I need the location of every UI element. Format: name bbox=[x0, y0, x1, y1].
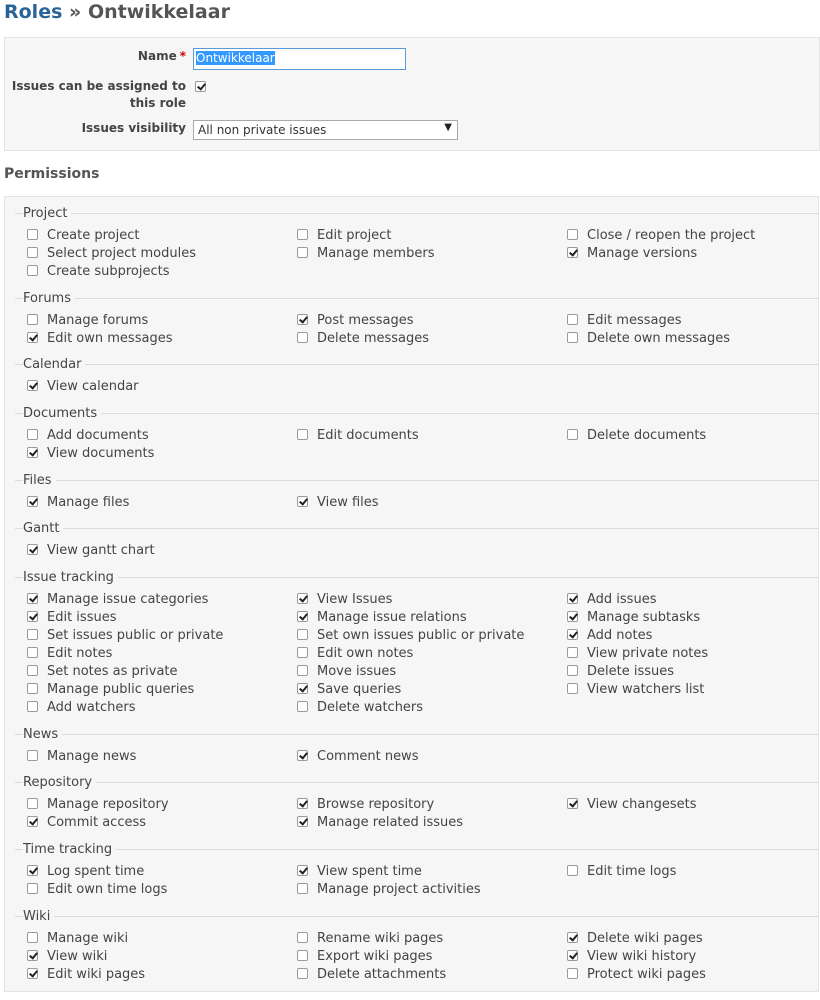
permission-label: Edit documents bbox=[317, 428, 419, 443]
permission-checkbox[interactable] bbox=[567, 968, 578, 979]
permission-item[interactable] bbox=[297, 246, 434, 262]
permission-label: View watchers list bbox=[587, 682, 705, 697]
permission-checkbox[interactable] bbox=[297, 683, 308, 694]
permission-group-title: Gantt bbox=[23, 521, 63, 537]
permission-checkbox[interactable] bbox=[27, 593, 38, 604]
permission-group bbox=[15, 291, 819, 346]
permission-group bbox=[15, 357, 819, 394]
permission-label: Move issues bbox=[317, 664, 397, 679]
permission-item[interactable] bbox=[27, 682, 194, 698]
permission-label: Manage public queries bbox=[47, 682, 195, 697]
page-title bbox=[4, 1, 230, 23]
permission-item[interactable] bbox=[27, 610, 116, 626]
permission-label: Edit own time logs bbox=[47, 882, 168, 897]
permission-checkbox[interactable] bbox=[27, 447, 38, 458]
permission-group-title: Documents bbox=[23, 406, 101, 422]
permission-item[interactable] bbox=[567, 646, 708, 662]
name-input-value: Ontwikkelaar bbox=[196, 51, 275, 65]
permission-checkbox[interactable] bbox=[27, 314, 38, 325]
permission-label: Edit time logs bbox=[587, 864, 677, 879]
permission-checkbox[interactable] bbox=[27, 332, 38, 343]
permission-group bbox=[15, 775, 819, 830]
permission-item[interactable] bbox=[27, 264, 169, 280]
permission-checkbox[interactable] bbox=[297, 429, 308, 440]
permission-group-title: Files bbox=[23, 473, 56, 489]
permission-item[interactable] bbox=[27, 495, 129, 511]
permission-checkbox[interactable] bbox=[297, 314, 308, 325]
breadcrumb-separator: » bbox=[69, 1, 82, 23]
permission-checkbox[interactable] bbox=[567, 429, 578, 440]
permission-label: View gantt chart bbox=[47, 543, 155, 558]
dropdown-arrow-icon: ▼ bbox=[444, 122, 452, 133]
permission-checkbox[interactable] bbox=[297, 701, 308, 712]
permission-item[interactable] bbox=[297, 664, 396, 680]
permission-label: Manage repository bbox=[47, 797, 169, 812]
permission-checkbox[interactable] bbox=[27, 265, 38, 276]
permission-label: Manage issue categories bbox=[47, 592, 209, 607]
permission-checkbox[interactable] bbox=[297, 611, 308, 622]
permission-checkbox[interactable] bbox=[297, 798, 308, 809]
permission-checkbox[interactable] bbox=[297, 593, 308, 604]
permission-item[interactable] bbox=[297, 610, 467, 626]
permission-group bbox=[15, 727, 819, 764]
permission-checkbox[interactable] bbox=[297, 750, 308, 761]
permission-label: Edit own messages bbox=[47, 331, 173, 346]
permission-item[interactable] bbox=[27, 313, 148, 329]
permission-checkbox[interactable] bbox=[27, 816, 38, 827]
permission-item[interactable] bbox=[27, 379, 139, 395]
permission-item[interactable] bbox=[27, 882, 167, 898]
permission-group-title: Issue tracking bbox=[23, 570, 118, 586]
permission-item[interactable] bbox=[297, 592, 392, 608]
permission-checkbox[interactable] bbox=[27, 701, 38, 712]
permission-item[interactable] bbox=[567, 610, 700, 626]
permission-checkbox[interactable] bbox=[567, 611, 578, 622]
permission-checkbox[interactable] bbox=[297, 950, 308, 961]
permission-item[interactable] bbox=[27, 592, 208, 608]
breadcrumb-current: Ontwikkelaar bbox=[87, 1, 230, 23]
permission-label: Delete issues bbox=[587, 664, 675, 679]
permission-item[interactable] bbox=[297, 700, 423, 716]
permission-label: Manage files bbox=[47, 495, 130, 510]
permission-item[interactable] bbox=[567, 931, 703, 947]
permission-label: View private notes bbox=[587, 646, 709, 661]
permission-item[interactable] bbox=[297, 682, 401, 698]
permission-label: Add documents bbox=[47, 428, 149, 443]
permission-label: Comment news bbox=[317, 749, 419, 764]
permission-group-title: Wiki bbox=[23, 909, 54, 925]
permission-checkbox[interactable] bbox=[567, 229, 578, 240]
permission-item[interactable] bbox=[27, 749, 136, 765]
permission-item[interactable] bbox=[567, 428, 706, 444]
permission-item[interactable] bbox=[27, 446, 154, 462]
permission-item[interactable] bbox=[27, 815, 146, 831]
permission-item[interactable] bbox=[567, 628, 652, 644]
permission-group bbox=[15, 909, 819, 982]
permission-group bbox=[15, 473, 819, 510]
permission-group bbox=[15, 521, 819, 558]
permission-item[interactable] bbox=[27, 931, 128, 947]
permission-item[interactable] bbox=[27, 664, 178, 680]
name-label bbox=[138, 48, 186, 65]
permission-label: Manage forums bbox=[47, 313, 149, 328]
permission-label: Manage members bbox=[317, 246, 435, 261]
permissions-heading: Permissions bbox=[4, 166, 100, 182]
permission-checkbox[interactable] bbox=[567, 798, 578, 809]
permission-label: Edit messages bbox=[587, 313, 682, 328]
permission-checkbox[interactable] bbox=[27, 380, 38, 391]
permission-checkbox[interactable] bbox=[297, 968, 308, 979]
assignable-label-line2: this role bbox=[129, 96, 186, 110]
permission-label: View changesets bbox=[587, 797, 697, 812]
permission-label: Edit own notes bbox=[317, 646, 414, 661]
permission-item[interactable] bbox=[27, 967, 145, 983]
permission-checkbox[interactable] bbox=[27, 750, 38, 761]
permission-group-title: Project bbox=[23, 206, 71, 222]
permission-label: Add watchers bbox=[47, 700, 136, 715]
permission-label: Manage project activities bbox=[317, 882, 481, 897]
permission-label: Set notes as private bbox=[47, 664, 178, 679]
permission-label: Manage issue relations bbox=[317, 610, 467, 625]
permission-checkbox[interactable] bbox=[297, 229, 308, 240]
permission-checkbox[interactable] bbox=[27, 611, 38, 622]
permission-label: Select project modules bbox=[47, 246, 196, 261]
permission-label: Edit wiki pages bbox=[47, 967, 146, 982]
permission-item[interactable] bbox=[297, 495, 379, 511]
permission-label: Edit notes bbox=[47, 646, 113, 661]
permission-group-title: News bbox=[23, 727, 62, 743]
permission-checkbox[interactable] bbox=[27, 544, 38, 555]
permission-checkbox[interactable] bbox=[297, 629, 308, 640]
name-label-text: Name bbox=[137, 49, 177, 63]
permission-item[interactable] bbox=[297, 797, 434, 813]
permission-checkbox[interactable] bbox=[27, 950, 38, 961]
assignable-checkbox[interactable] bbox=[195, 81, 206, 92]
permission-item[interactable] bbox=[27, 628, 223, 644]
permission-label: Manage related issues bbox=[317, 815, 464, 830]
permission-label: View wiki history bbox=[587, 949, 697, 964]
permission-label: Delete watchers bbox=[317, 700, 424, 715]
permission-label: Create subprojects bbox=[47, 264, 170, 279]
permission-checkbox[interactable] bbox=[27, 629, 38, 640]
permission-item[interactable] bbox=[567, 967, 706, 983]
permission-label: View wiki bbox=[47, 949, 108, 964]
permission-group-title: Forums bbox=[23, 291, 75, 307]
permission-label: Edit project bbox=[317, 228, 392, 243]
visibility-select-value: All non private issues bbox=[198, 123, 327, 137]
permission-label: Close / reopen the project bbox=[587, 228, 756, 243]
permission-checkbox[interactable] bbox=[27, 429, 38, 440]
assignable-label bbox=[12, 78, 186, 112]
permission-label: Protect wiki pages bbox=[587, 967, 706, 982]
permission-label: Delete documents bbox=[587, 428, 707, 443]
assignable-label-line1: Issues can be assigned to bbox=[11, 79, 186, 93]
permission-checkbox[interactable] bbox=[567, 932, 578, 943]
permission-label: Edit issues bbox=[47, 610, 117, 625]
permission-checkbox[interactable] bbox=[297, 496, 308, 507]
permission-label: Create project bbox=[47, 228, 140, 243]
permission-label: Post messages bbox=[317, 313, 414, 328]
permission-label: Export wiki pages bbox=[317, 949, 433, 964]
permission-checkbox[interactable] bbox=[27, 247, 38, 258]
permission-label: Save queries bbox=[317, 682, 402, 697]
permission-label: Manage news bbox=[47, 749, 137, 764]
permission-label: Browse repository bbox=[317, 797, 435, 812]
permission-item[interactable] bbox=[27, 864, 144, 880]
permission-checkbox[interactable] bbox=[567, 647, 578, 658]
permission-checkbox[interactable] bbox=[297, 932, 308, 943]
permission-item[interactable] bbox=[297, 628, 524, 644]
permission-checkbox[interactable] bbox=[27, 932, 38, 943]
permission-item[interactable] bbox=[297, 949, 432, 965]
permission-item[interactable] bbox=[567, 331, 730, 347]
permission-item[interactable] bbox=[297, 428, 419, 444]
permission-label: Delete attachments bbox=[317, 967, 447, 982]
permission-label: View calendar bbox=[47, 379, 139, 394]
permission-item[interactable] bbox=[567, 682, 704, 698]
permission-group-title: Time tracking bbox=[23, 842, 116, 858]
permission-item[interactable] bbox=[567, 592, 656, 608]
permission-item[interactable] bbox=[297, 864, 422, 880]
permission-checkbox[interactable] bbox=[567, 665, 578, 676]
permission-label: View files bbox=[317, 495, 379, 510]
permission-checkbox[interactable] bbox=[567, 683, 578, 694]
permission-checkbox[interactable] bbox=[27, 968, 38, 979]
permission-checkbox[interactable] bbox=[297, 865, 308, 876]
permission-item[interactable] bbox=[27, 700, 136, 716]
permission-checkbox[interactable] bbox=[567, 332, 578, 343]
permission-item[interactable] bbox=[27, 331, 172, 347]
permission-checkbox[interactable] bbox=[27, 683, 38, 694]
permission-checkbox[interactable] bbox=[27, 665, 38, 676]
permissions-box bbox=[4, 196, 819, 992]
permission-checkbox[interactable] bbox=[27, 798, 38, 809]
permission-checkbox[interactable] bbox=[27, 496, 38, 507]
permission-checkbox[interactable] bbox=[27, 865, 38, 876]
permission-label: Add issues bbox=[587, 592, 657, 607]
permission-label: Set own issues public or private bbox=[317, 628, 525, 643]
breadcrumb-roles-link[interactable]: Roles bbox=[4, 1, 63, 23]
permission-item[interactable] bbox=[27, 797, 169, 813]
permission-label: Add notes bbox=[587, 628, 653, 643]
permission-checkbox[interactable] bbox=[297, 247, 308, 258]
permission-item[interactable] bbox=[297, 313, 414, 329]
permission-group-title: Calendar bbox=[23, 357, 85, 373]
permission-label: Set issues public or private bbox=[47, 628, 224, 643]
permission-item[interactable] bbox=[27, 228, 139, 244]
permission-item[interactable] bbox=[297, 646, 413, 662]
permission-label: Delete messages bbox=[317, 331, 430, 346]
permission-label: View spent time bbox=[317, 864, 422, 879]
permission-checkbox[interactable] bbox=[567, 247, 578, 258]
permission-checkbox[interactable] bbox=[27, 229, 38, 240]
permission-item[interactable] bbox=[567, 246, 697, 262]
permission-item[interactable] bbox=[297, 967, 446, 983]
permission-item[interactable] bbox=[567, 949, 696, 965]
permission-item[interactable] bbox=[297, 882, 481, 898]
permission-label: View documents bbox=[47, 446, 155, 461]
permission-label: Manage subtasks bbox=[587, 610, 701, 625]
permission-group bbox=[15, 570, 819, 715]
visibility-select[interactable] bbox=[193, 120, 458, 140]
permission-item[interactable] bbox=[27, 543, 155, 559]
permission-checkbox[interactable] bbox=[27, 883, 38, 894]
permission-item[interactable] bbox=[567, 313, 682, 329]
permission-item[interactable] bbox=[27, 646, 112, 662]
permission-checkbox[interactable] bbox=[567, 593, 578, 604]
permission-label: Rename wiki pages bbox=[317, 931, 444, 946]
permission-item[interactable] bbox=[297, 815, 463, 831]
permission-label: Manage versions bbox=[587, 246, 698, 261]
permission-checkbox[interactable] bbox=[297, 647, 308, 658]
permission-checkbox[interactable] bbox=[297, 816, 308, 827]
permission-label: Manage wiki bbox=[47, 931, 129, 946]
permission-label: Delete wiki pages bbox=[587, 931, 703, 946]
permission-label: Commit access bbox=[47, 815, 147, 830]
permission-label: View Issues bbox=[317, 592, 393, 607]
permission-item[interactable] bbox=[567, 864, 676, 880]
permission-item[interactable] bbox=[297, 228, 391, 244]
permission-checkbox[interactable] bbox=[297, 332, 308, 343]
permission-item[interactable] bbox=[27, 246, 196, 262]
visibility-label: Issues visibility bbox=[81, 121, 186, 135]
permission-item[interactable] bbox=[567, 228, 755, 244]
permission-checkbox[interactable] bbox=[27, 647, 38, 658]
permission-checkbox[interactable] bbox=[297, 665, 308, 676]
permission-group bbox=[15, 206, 819, 279]
permission-label: Log spent time bbox=[47, 864, 145, 879]
permission-group bbox=[15, 406, 819, 461]
permission-item[interactable] bbox=[567, 664, 674, 680]
permission-checkbox[interactable] bbox=[567, 629, 578, 640]
permission-label: Delete own messages bbox=[587, 331, 730, 346]
permission-item[interactable] bbox=[297, 749, 418, 765]
name-input[interactable] bbox=[193, 48, 406, 70]
permission-item[interactable] bbox=[567, 797, 696, 813]
permission-checkbox[interactable] bbox=[567, 950, 578, 961]
permission-checkbox[interactable] bbox=[567, 865, 578, 876]
permission-checkbox[interactable] bbox=[297, 883, 308, 894]
required-mark: * bbox=[179, 49, 186, 63]
permission-item[interactable] bbox=[27, 949, 107, 965]
permission-item[interactable] bbox=[297, 931, 443, 947]
permission-item[interactable] bbox=[297, 331, 429, 347]
permission-item[interactable] bbox=[27, 428, 149, 444]
permission-group-title: Repository bbox=[23, 775, 96, 791]
permission-group bbox=[15, 842, 819, 897]
permission-checkbox[interactable] bbox=[567, 314, 578, 325]
